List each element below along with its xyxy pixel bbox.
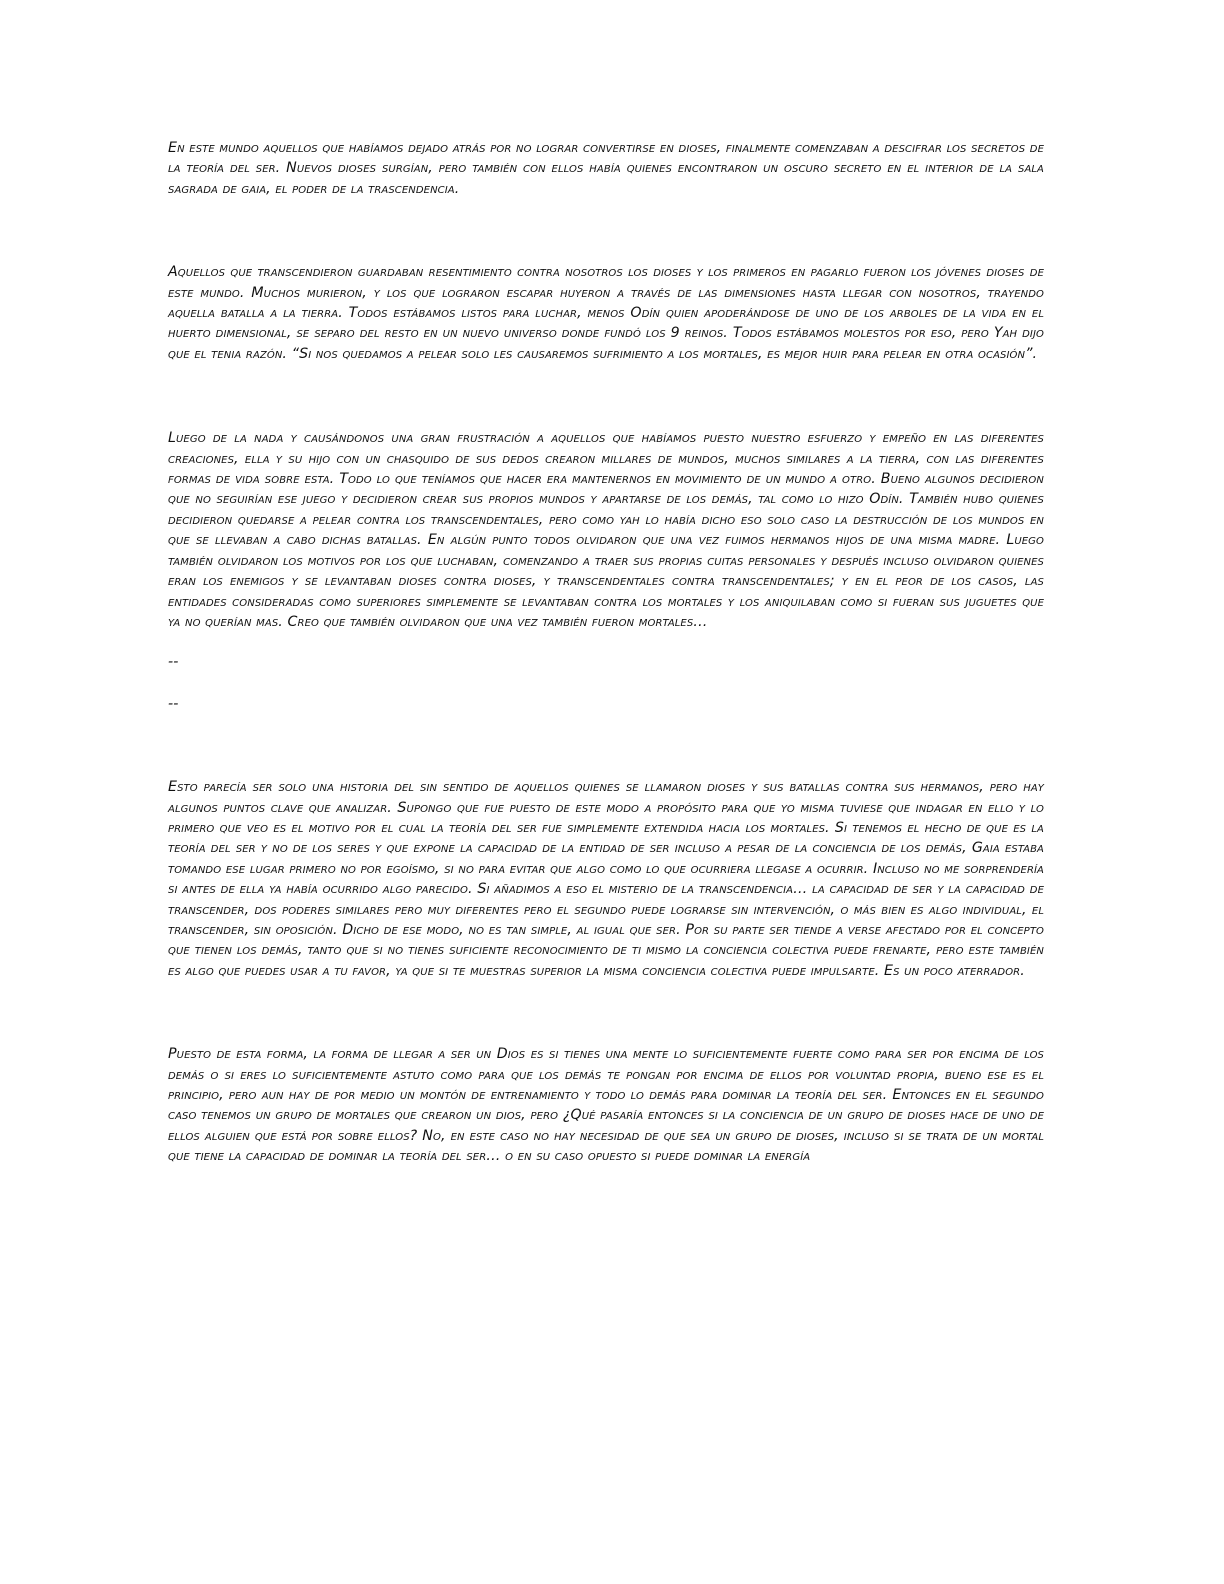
paragraph-2: Aquellos que transcendieron guardaban resentimiento contra nosotros los dioses y los primeros en pagarlo fueron los jóvenes dioses de este mundo. Muchos murieron, y los que lograron escapar huyeron a través de las dimensiones hasta llegar con nosotros, trayendo aquella batalla a la tierra. Todos estábamos listos para luchar, menos Odín quien apoderándose de uno de los arboles de la vida en el huerto dimensional, se separo del resto en un nuevo universo donde fundó los 9 reinos. Todos estábamos molestos por eso, pero Yah dijo que el tenia razón. “Si nos quedamos a pelear solo les causaremos sufrimiento a los mortales, es mejor huir para pelear en otra ocasión”. [168,264,1044,362]
document-page [168,138,1044,1167]
paragraph-5: Puesto de esta forma, la forma de llegar a ser un Dios es si tienes una mente lo suficientemente fuerte como para ser por encima de los demás o si eres lo suficientemente astuto como para que los demás te pongan por encima de ellos por voluntad propia, bueno ese es el principio, pero aun hay de por medio un montón de entrenamiento y todo lo demás para dominar la teoría del ser. Entonces en el segundo caso tenemos un grupo de mortales que crearon un dios, pero ¿Qué pasaría entonces si la conciencia de un grupo de dioses hace de uno de ellos alguien que está por sobre ellos? No, en este caso no hay necesidad de que sea un grupo de dioses, incluso si se trata de un mortal que tiene la capacidad de dominar la teoría del ser… o en su caso opuesto si puede dominar la energía [168,1046,1044,1165]
separator-1: -- [168,654,179,671]
paragraph-1: En este mundo aquellos que habíamos dejado atrás por no lograr convertirse en dioses, finalmente comenzaban a descifrar los secretos de la teoría del ser. Nuevos dioses surgían, pero también con ellos había quienes encontraron un oscuro secreto en el interior de la sala sagrada de gaia, el poder de la trascendencia. [168,140,1044,197]
paragraph-3: Luego de la nada y causándonos una gran frustración a aquellos que habíamos puesto nuestro esfuerzo y empeño en las diferentes creaciones, ella y su hijo con un chasquido de sus dedos crearon millares de mundos, muchos similares a la tierra, con las diferentes formas de vida sobre esta. Todo lo que teníamos que hacer era mantenernos en movimiento de un mundo a otro. Bueno algunos decidieron que no seguirían ese juego y decidieron crear sus propios mundos y apartarse de los demás, tal como lo hizo Odín. También hubo quienes decidieron quedarse a pelear contra los transcendentales, pero como yah lo había dicho eso solo caso la destrucción de los mundos en que se llevaban a cabo dichas batallas. En algún punto todos olvidaron que una vez fuimos hermanos hijos de una misma madre. Luego también olvidaron los motivos por los que luchaban, comenzando a traer sus propias cuitas personales y después incluso olvidaron quienes eran los enemigos y se levantaban dioses contra dioses, y transcendentales contra transcendentales; y en el peor de los casos, las entidades consideradas como superiores simplemente se levantaban contra los mortales y los aniquilaban como si fueran sus juguetes que ya no querían mas. Creo que también olvidaron que una vez también fueron mortales… [168,430,1044,630]
paragraph-4: Esto parecía ser solo una historia del sin sentido de aquellos quienes se llamaron dioses y sus batallas contra sus hermanos, pero hay algunos puntos clave que analizar. Supongo que fue puesto de este modo a propósito para que yo misma tuviese que indagar en ello y lo primero que veo es el motivo por el cual la teoría del ser fue simplemente extendida hacia los mortales. Si tenemos el hecho de que es la teoría del ser y no de los seres y que expone la capacidad de la entidad de ser incluso a pesar de la conciencia de los demás, Gaia estaba tomando ese lugar primero no por egoísmo, si no para evitar que algo como lo que ocurriera llegase a ocurrir. Incluso no me sorprendería si antes de ella ya había ocurrido algo parecido. Si añadimos a eso el misterio de la transcendencia… la capacidad de ser y la capacidad de transcender, dos poderes similares pero muy diferentes pero el segundo puede lograrse sin intervención, o más bien es algo individual, el transcender, sin oposición. Dicho de ese modo, no es tan simple, al igual que ser. Por su parte ser tiende a verse afectado por el concepto que tienen los demás, tanto que si no tienes suficiente reconocimiento de ti mismo la conciencia colectiva puede frenarte, pero este también es algo que puedes usar a tu favor, ya que si te muestras superior la misma conciencia colectiva puede impulsarte. Es un poco aterrador. [168,779,1044,979]
separator-2: -- [168,695,179,712]
